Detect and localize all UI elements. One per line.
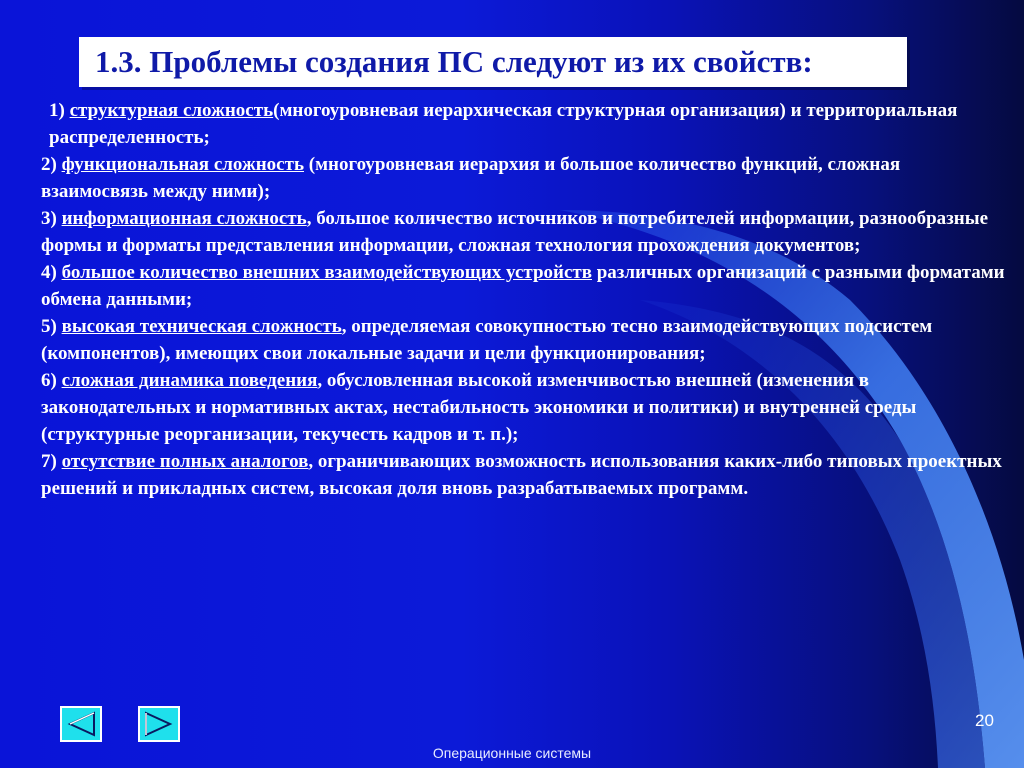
- previous-slide-button[interactable]: [60, 706, 102, 742]
- item-text: , определяемая совокупностью тесно взаимодействующих подсистем (компонентов), имеющих свои локальные задачи и цели функционирования;: [41, 316, 933, 364]
- list-item: [41, 151, 1009, 205]
- list-item: [41, 367, 1009, 448]
- item-text: различных организаций с разными форматами обмена данными;: [41, 262, 1005, 310]
- item-text: , большое количество источников и потребителей информации, разнообразные формы и форматы представления информации, сложная технология прохождения документов;: [41, 208, 989, 256]
- item-term: высокая техническая сложность: [61, 316, 342, 337]
- triangle-left-icon: [64, 710, 98, 738]
- list-item: [41, 448, 1009, 502]
- title-box: [79, 37, 907, 87]
- item-number: 7): [41, 451, 62, 472]
- item-text: (многоуровневая иерархия и большое количество функций, сложная взаимосвязь между ними);: [41, 154, 901, 202]
- triangle-right-icon: [142, 710, 176, 738]
- list-item: [41, 205, 1009, 259]
- list-item: [41, 259, 1009, 313]
- item-number: 3): [41, 208, 62, 229]
- item-term: отсутствие полных аналогов: [61, 451, 309, 472]
- content-list: [41, 97, 1009, 502]
- item-number: 6): [41, 370, 62, 391]
- slide-title: 1.3. Проблемы создания ПС следуют из их свойств:: [95, 44, 813, 79]
- footer-text: Операционные системы: [432, 745, 592, 761]
- item-number: 5): [41, 316, 62, 337]
- item-term: сложная динамика поведения: [61, 370, 318, 391]
- item-term: большое количество внешних взаимодействующих устройств: [61, 262, 592, 283]
- list-item: [41, 97, 1009, 151]
- page-number: 20: [975, 711, 994, 730]
- item-term: функциональная сложность: [61, 154, 304, 175]
- item-number: 2): [41, 154, 62, 175]
- list-item: [41, 313, 1009, 367]
- item-term: информационная сложность: [61, 208, 307, 229]
- item-term: структурная сложность: [69, 100, 274, 121]
- item-number: 1): [49, 100, 70, 121]
- item-number: 4): [41, 262, 62, 283]
- next-slide-button[interactable]: [138, 706, 180, 742]
- item-text: , ограничивающих возможность использования каких-либо типовых проектных решений и прикладных систем, высокая доля вновь разрабатываемых программ.: [41, 451, 1002, 499]
- item-text: (многоуровневая иерархическая структурная организация) и территориальная распределенность;: [49, 100, 958, 148]
- item-text: , обусловленная высокой изменчивостью внешней (изменения в законодательных и нормативных актах, нестабильность экономики и политики) и внутренней среды (структурные реорганизации, текучесть кадров и т. п.);: [41, 370, 917, 445]
